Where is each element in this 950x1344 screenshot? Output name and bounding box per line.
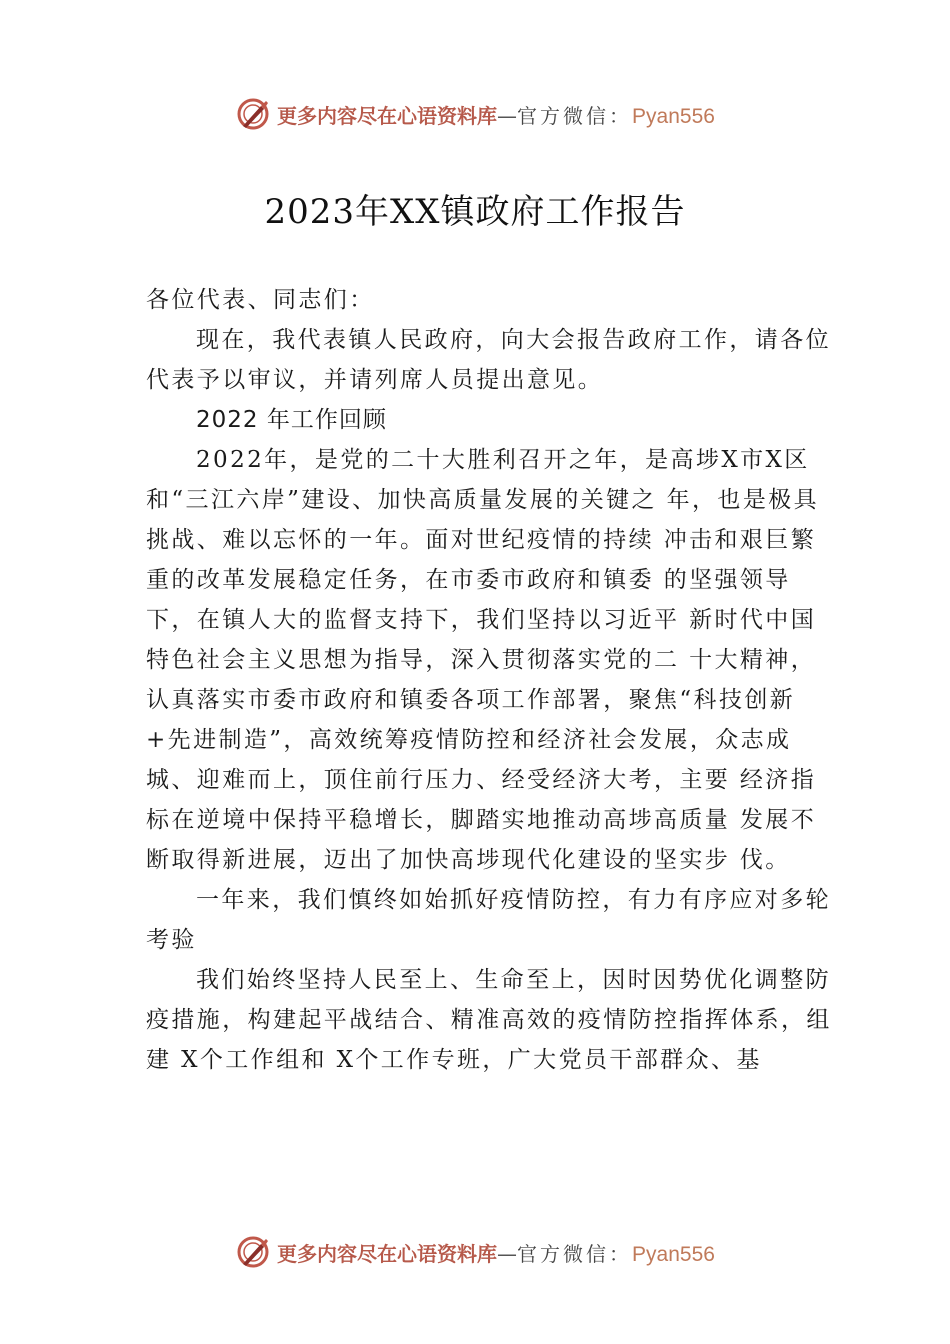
header-watermark-banner [0,96,950,132]
banner-dash: — [497,103,518,128]
document-body [146,280,834,1080]
pen-seal-logo-icon [235,1234,271,1270]
paragraph-epidemic: 我们始终坚持人民至上、生命至上，因时因势优化调整防疫措施，构建起平战结合、精准高效的疫情防控指挥体系，组建 X个工作组和 X个工作专班，广大党员干部群众、基 [146,967,832,1073]
document-title: 2023年XX镇政府工作报告 [264,192,686,232]
footer-watermark-banner [0,1234,950,1270]
banner-library-name: 更多内容尽在心语资料库 [277,1241,498,1266]
banner-wechat-id: Pyan556 [632,104,715,128]
banner-text [277,1238,715,1267]
banner-library-name: 更多内容尽在心语资料库 [277,103,498,128]
paragraph-review: 2022年，是党的二十大胜利召开之年，是高埗X市X区和“三江六岸”建设、加快高质量发展的关键之 年，也是极具挑战、难以忘怀的一年。面对世纪疫情的持续 冲击和艰巨繁重的改革发展稳定任务，在市委市政府和镇委 的坚强领导下，在镇人大的监督支持下，我们坚持以习近平 新时代中国特色社会主义思想为指导，深入贯彻落实党的二 十大精神，认真落实市委市政府和镇委各项工作部署，聚焦“科技创新+先进制造”，高效统筹疫情防控和经济社会发展，众志成城、迎难而上，顶住前行压力、经受经济大考，主要 经济指标在逆境中保持平稳增长，脚踏实地推动高埗高质量 发展不断取得新进展，迈出了加快高埗现代化建设的坚实步 伐。 [146,447,820,873]
banner-text [277,100,715,129]
pen-seal-logo-icon [235,96,271,132]
paragraph-intro: 现在，我代表镇人民政府，向大会报告政府工作，请各位代表予以审议，并请列席人员提出意见。 [146,327,831,393]
paragraph-epidemic-heading: 一年来，我们慎终如始抓好疫情防控，有力有序应对多轮考验 [146,887,831,953]
salutation: 各位代表、同志们： [146,287,375,313]
banner-wechat-label: 官方微信： [517,103,633,128]
banner-wechat-id: Pyan556 [632,1242,715,1266]
banner-wechat-label: 官方微信： [517,1241,633,1266]
section-heading-review: 2022 年工作回顾 [196,407,387,433]
banner-dash: — [497,1241,518,1266]
